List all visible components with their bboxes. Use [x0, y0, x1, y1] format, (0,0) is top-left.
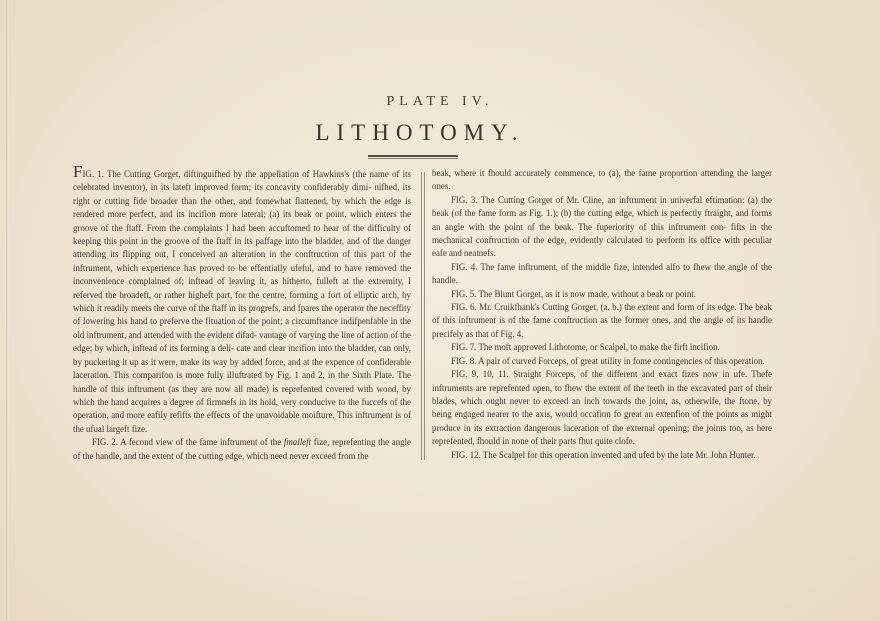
- column-divider: [421, 172, 425, 460]
- fig2-text-before: FIG. 2. A fecond view of the fame inftrument of the: [92, 437, 284, 448]
- fig7-paragraph: FIG. 7. The moft approved Lithotome, or Scalpel, to make the firft incifion.: [451, 342, 720, 353]
- fig12-paragraph: FIG. 12. The Scalpel for this operation invented and ufed by the late Mr. John Hunter.: [451, 449, 756, 460]
- fig5-paragraph: FIG. 5. The Blunt Gorget, as it is now made, without a beak or point.: [451, 288, 696, 299]
- page-title: LITHOTOMY.: [315, 120, 525, 145]
- fig2-continuation: beak, where it fhould accurately commence, to (a), the fame proportion attending the larger ones.: [432, 168, 772, 192]
- fig2-italic-word: fmalleft: [283, 437, 312, 448]
- fig9-11-paragraph: FIG. 9, 10, 11. Straight Forceps, of the different and exact fizes now in ufe. Thefe inftruments are reprefented open, to fhew the extent of the teeth in the excavated part of their blades, which ought never to exceed an inch towards the joint, as, otherwife, the ftone, by being engaged nearer to the axis, would occafion fo great an extenfion of the points as might produce in its extraction dangerous laceration of the external opening; the joints too, as here reprefented, fhould in none of their parts fhut quite clofe.: [432, 369, 772, 447]
- title-rule: [368, 155, 458, 159]
- plate-number: PLATE IV.: [386, 94, 494, 109]
- fig4-paragraph: FIG. 4. The fame inftrument, of the middle fize, intended alfo to fhew the angle of the handle.: [432, 261, 772, 286]
- drop-cap: F: [73, 162, 83, 181]
- fig3-paragraph: FIG. 3. The Cutting Gorget of Mr. Cline, an inftrument in univerfal eftimation: (a) the beak (of the fame form as Fig. 1.); (b) the cutting edge, which is perfectly ftraight, and forms an angle with the point of the beak. The fuperiority of this inftrument con- fifts in the mechanical conftruction of the edge, evidently calculated to perform its office with peculiar eafe and neatnefs.: [432, 194, 772, 259]
- fig8-paragraph: FIG. 8. A pair of curved Forceps, of great utility in fome contingencies of this operation.: [451, 355, 765, 366]
- fig2-text-after: fize, reprefenting the angle of the handle, and the extent of the cutting edge, which need never exceed from the: [73, 437, 411, 461]
- fig6-paragraph: FIG. 6. Mr. Cruikfhank's Cutting Gorget, (a. b.) the extent and form of its edge. The beak of this inftrument is of the fame conftruction as the former ones, and the angle of its handle precifely as that of Fig. 4.: [432, 302, 772, 339]
- fig2-paragraph: [73, 436, 411, 463]
- fig1-paragraph: [73, 162, 411, 436]
- fig1-text: IG. 1. The Cutting Gorget, diftinguifhed by the appellation of Hawkins's (the name of its celebrated inventor), in its lateft improved form; its concavity confiderably dimi- nifhed, its right or cutting fide broader than the other, and fomewhat flattened, by which the edge is rendered more perfect, and its incifion more lateral; (a) its beak or point, which enters the groove of the ftaff. From the complaints I had been accuftomed to hear of the difficulty of keeping this point in the groove of the ftaff in its paffage into the bladder, and of the danger attending its flipping out, I conceived an alteration in the conftruction of this part of the inftrument, which experience has proved to be effentially ufeful, and to have removed the inconvenience complained of; inftead of leaving it, as hitherto, fulleft at the extremity, I referved the broadeft, or rather higheft part, for the centre, forming a fort of elliptic arch, by which it readily meets the curve of the ftaff in its progrefs, and fpares the operator the neceffity of lowering his hand to preferve the fituation of the point; a circumftance indifpenfable in the old inftrument, and attended with the evident difad- vantage of varying the line of action of the edge; by which, inftead of its forming a deli- cate and clear incifion into the bladder, can only, by puckering it up as it were, make its way by added force, and at the expence of confiderable laceration. This comparifon is more fully illuftrated by Fig. 1 and 2, in the Sixth Plate. The handle of this inftrument (as they are now all made) is reprefented covered with wood, by which the hand acquires a degree of firmnefs in its hold, very conducive to the fuccefs of the operation, and more eafily refifts the effects of the unavoidable moifture. This inftrument is of the ufual largeft fize.: [73, 169, 411, 434]
- left-column: [73, 162, 411, 463]
- right-column: [432, 167, 772, 462]
